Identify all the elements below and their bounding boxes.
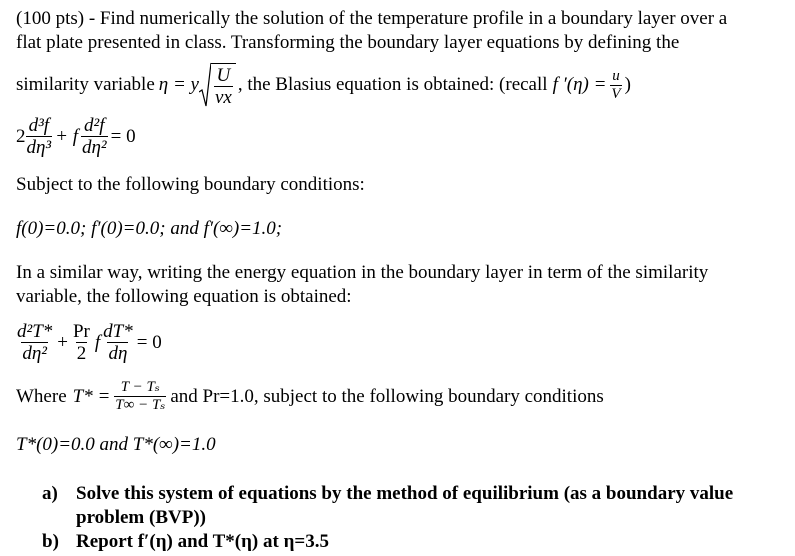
blasius-intro-text: , the Blasius equation is obtained: (recall bbox=[237, 74, 548, 95]
blasius-numerator-2: d²f bbox=[84, 115, 105, 136]
tstar-fraction bbox=[114, 380, 166, 413]
prandtl-denominator: 2 bbox=[76, 343, 87, 364]
where-label: Where bbox=[16, 385, 67, 407]
prandtl-fraction bbox=[72, 322, 91, 363]
sqrt-denominator: νx bbox=[214, 87, 232, 108]
energy-plus: + bbox=[57, 331, 68, 353]
recall-denominator: V bbox=[611, 85, 621, 102]
task-b bbox=[42, 530, 329, 554]
energy-rhs: = 0 bbox=[136, 331, 162, 353]
sqrt-fraction bbox=[211, 63, 236, 107]
energy-f: f bbox=[94, 331, 101, 353]
where-rest: and Pr=1.0, subject to the following boundary conditions bbox=[170, 385, 604, 407]
recall-fraction bbox=[610, 69, 621, 102]
similarity-variable-text: similarity variable bbox=[16, 74, 155, 95]
temperature-boundary-conditions: T*(0)=0.0 and T*(∞)=1.0 bbox=[16, 434, 216, 455]
prandtl-numerator: Pr bbox=[72, 321, 90, 342]
energy-numerator-2: dT* bbox=[103, 321, 133, 342]
bc-intro: Subject to the following boundary conditions: bbox=[16, 174, 365, 195]
tstar-numerator: T − Tₛ bbox=[120, 379, 160, 395]
energy-intro-line-2: variable, the following equation is obtained: bbox=[16, 286, 352, 307]
blasius-denominator-2: dη² bbox=[81, 137, 107, 158]
energy-fraction-1 bbox=[16, 322, 53, 363]
sqrt-icon bbox=[199, 62, 211, 108]
task-a-line-1: Solve this system of equations by the method of equilibrium (as a boundary value bbox=[76, 483, 734, 504]
tstar-denominator: T∞ − Tₛ bbox=[115, 397, 166, 413]
task-b-marker: b) bbox=[42, 531, 59, 552]
intro-line-2: flat plate presented in class. Transforming the boundary layer equations by defining the bbox=[16, 32, 680, 53]
task-a bbox=[42, 482, 733, 530]
energy-fraction-2 bbox=[102, 322, 134, 363]
eta-definition-lhs: η = y bbox=[158, 74, 199, 95]
energy-intro-line-1: In a similar way, writing the energy equation in the boundary layer in term of the similarity bbox=[16, 262, 709, 283]
blasius-plus-f: + f bbox=[55, 125, 78, 147]
task-a-marker: a) bbox=[42, 483, 58, 504]
energy-equation bbox=[16, 322, 162, 363]
where-line bbox=[16, 380, 604, 413]
blasius-rhs: = 0 bbox=[110, 125, 136, 147]
energy-denominator-2: dη bbox=[108, 343, 128, 364]
intro-line-1: (100 pts) - Find numerically the solution of the temperature profile in a boundary layer over a bbox=[16, 8, 728, 29]
sqrt-numerator: U bbox=[216, 65, 231, 86]
energy-denominator-1: dη² bbox=[22, 343, 47, 364]
task-a-line-2: problem (BVP)) bbox=[76, 507, 206, 528]
recall-numerator: u bbox=[612, 67, 620, 84]
intro-line-3 bbox=[16, 62, 631, 108]
blasius-denominator-1: dη³ bbox=[26, 137, 52, 158]
blasius-coefficient: 2 bbox=[16, 125, 26, 147]
tstar-lhs: T* = bbox=[72, 385, 111, 407]
sqrt-expression bbox=[199, 62, 236, 108]
blasius-fraction-1 bbox=[26, 116, 53, 157]
velocity-boundary-conditions: f(0)=0.0; f′(0)=0.0; and f′(∞)=1.0; bbox=[16, 218, 283, 239]
task-b-text: Report f′(η) and T*(η) at η=3.5 bbox=[76, 531, 329, 552]
recall-close: ) bbox=[624, 74, 631, 95]
energy-numerator-1: d²T* bbox=[17, 321, 53, 342]
recall-lhs: f ′(η) = bbox=[552, 74, 607, 95]
blasius-numerator-1: d³f bbox=[28, 115, 50, 136]
blasius-fraction-2 bbox=[81, 116, 108, 157]
blasius-equation bbox=[16, 116, 136, 157]
